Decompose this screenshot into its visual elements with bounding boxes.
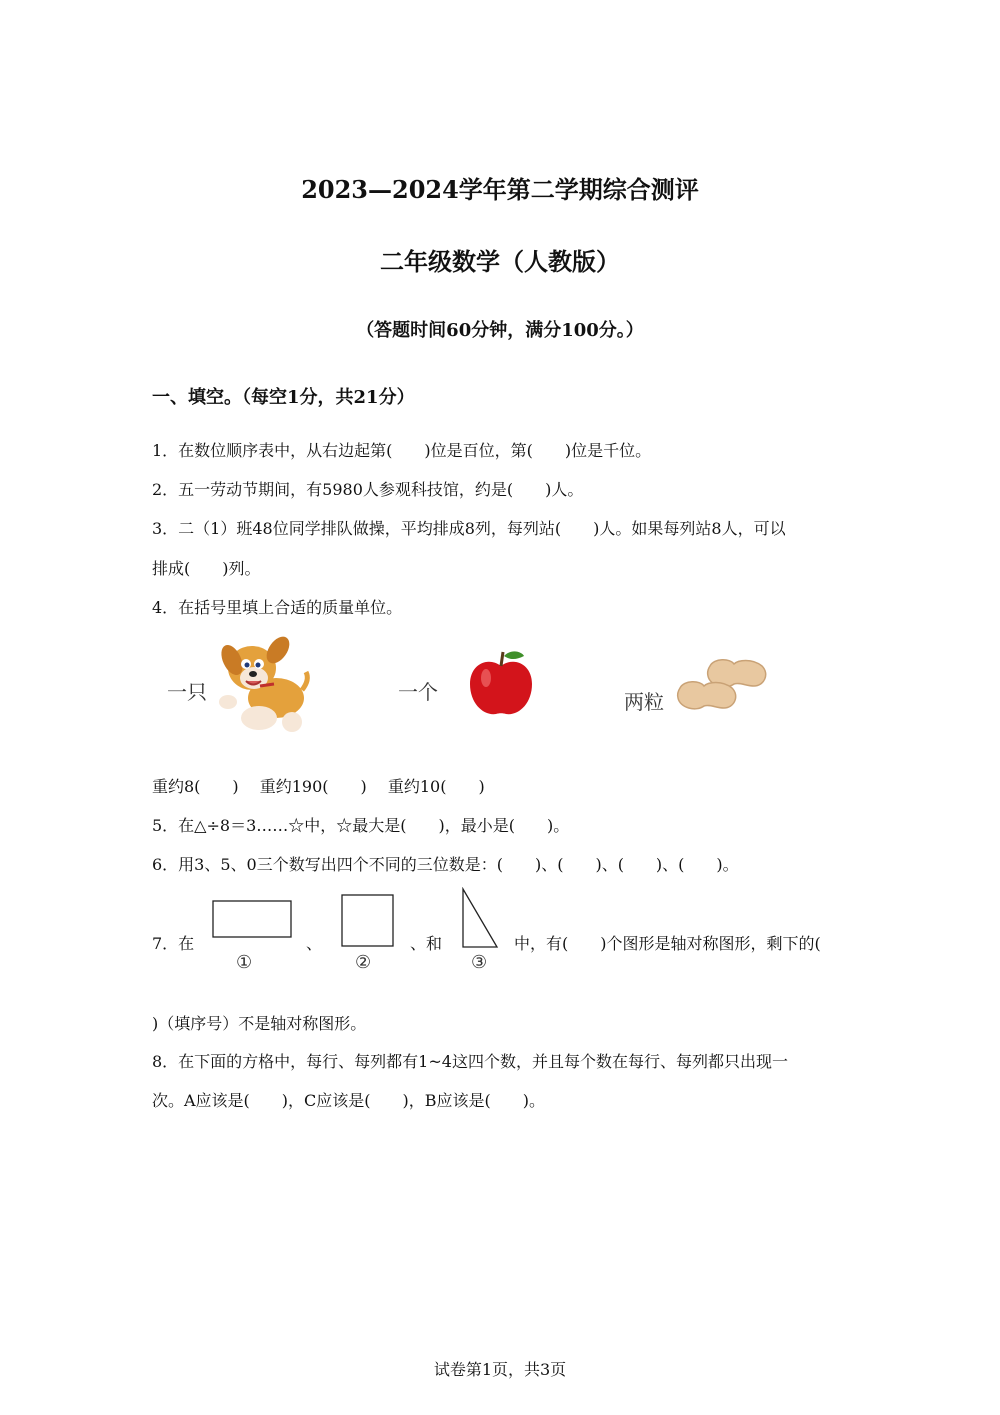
q4-item-label-peanut: 两粒 <box>624 690 664 714</box>
shape-label-2: ② <box>355 952 372 973</box>
rectangle-shape <box>212 899 294 941</box>
question-7-sep2: 、和 <box>410 934 443 953</box>
question-7-sep1: 、 <box>306 934 323 953</box>
question-7-suffix: 中，有( )个图形是轴对称图形，剩下的( <box>514 934 821 953</box>
question-7-line2: )（填序号）不是轴对称图形。 <box>152 1014 367 1033</box>
exam-title: 2023—2024学年第二学期综合测评 <box>301 175 699 204</box>
square-shape <box>340 893 396 949</box>
question-6: 6．用3、5、0三个数写出四个不同的三位数是：( )、( )、( )、( )。 <box>152 855 739 874</box>
q4-item-label-apple: 一个 <box>398 680 438 704</box>
question-1: 1．在数位顺序表中，从右边起第( )位是百位，第( )位是千位。 <box>152 441 652 460</box>
triangle-shape <box>460 887 500 949</box>
q4-item-label-dog: 一只 <box>167 680 207 704</box>
shape-label-1: ① <box>236 952 253 973</box>
peanut-picture <box>674 656 770 718</box>
question-3-line2: 排成( )列。 <box>152 559 261 578</box>
exam-note: （答题时间60分钟，满分100分。） <box>356 320 644 341</box>
shape-label-3: ③ <box>471 952 488 973</box>
question-3-line1: 3．二（1）班48位同学排队做操，平均排成8列，每列站( )人。如果每列站8人，可以 <box>152 519 786 538</box>
question-2: 2．五一劳动节期间，有5980人参观科技馆，约是( )人。 <box>152 480 584 499</box>
question-8-line2: 次。A应该是( )，C应该是( )，B应该是( )。 <box>152 1091 546 1110</box>
question-8-line1: 8．在下面的方格中，每行、每列都有1~4这四个数，并且每个数在每行、每列都只出现一 <box>152 1052 788 1071</box>
question-7-prefix: 7．在 <box>152 934 195 953</box>
page-footer: 试卷第1页，共3页 <box>433 1360 567 1379</box>
section-heading: 一、填空。（每空1分，共21分） <box>152 387 415 408</box>
apple-picture <box>466 648 536 718</box>
question-5: 5．在△÷8＝3……☆中，☆最大是( )，最小是( )。 <box>152 816 570 835</box>
question-4: 4．在括号里填上合适的质量单位。 <box>152 598 403 617</box>
dog-picture <box>214 628 314 736</box>
exam-subtitle: 二年级数学（人教版） <box>380 247 620 276</box>
question-4-answers: 重约8( ) 重约190( ) 重约10( ) <box>152 777 485 796</box>
